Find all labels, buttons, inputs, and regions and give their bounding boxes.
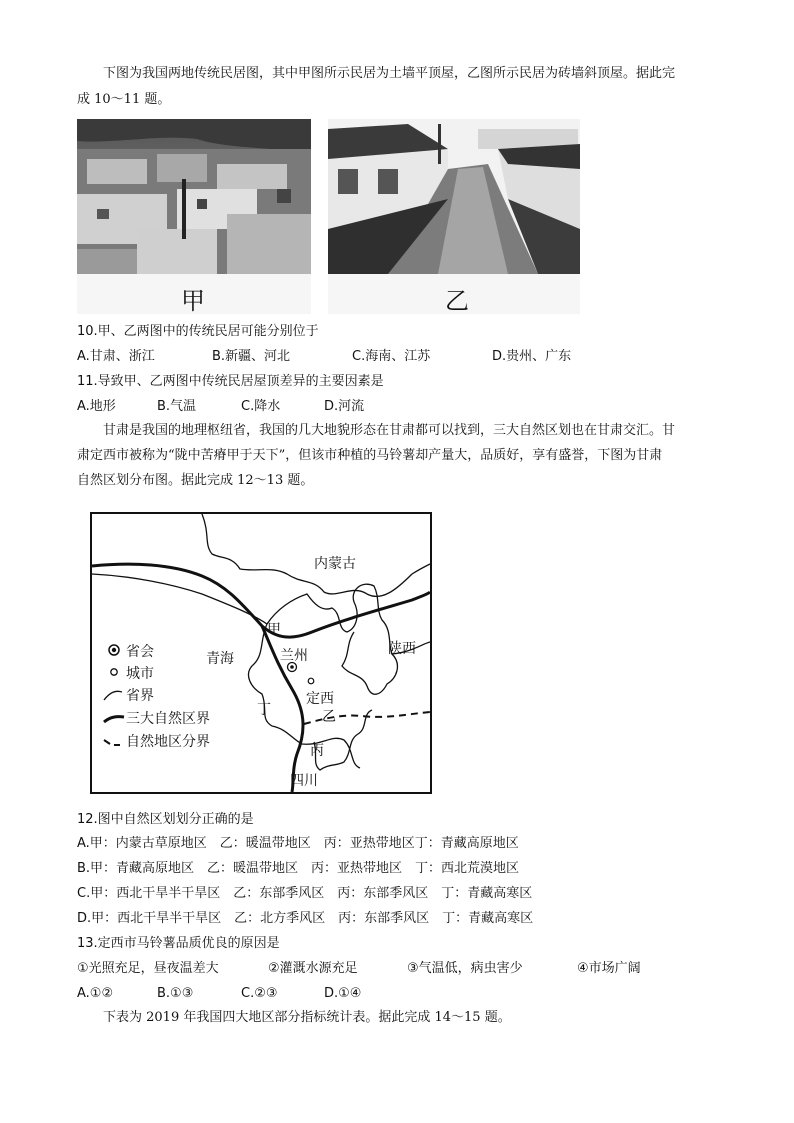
map-label-lanzhou: 兰州 <box>280 648 308 664</box>
q13-option-c: C.②③ <box>241 986 278 1001</box>
legend-province-border-symbol <box>104 691 122 700</box>
q12-option-a: A.甲：内蒙古草原地区 乙：暖温带地区 丙：亚热带地区丁：青藏高原地区 <box>77 836 519 851</box>
q13-statement-1: ①光照充足，昼夜温差大 <box>77 961 219 976</box>
map-label-dingxi: 定西 <box>306 691 334 707</box>
q10-option-a: A.甘肃、浙江 <box>77 349 155 364</box>
map-label-shaanxi: 陕西 <box>388 641 416 657</box>
map-label-sichuan: 四川 <box>290 773 318 789</box>
q11-option-a: A.地形 <box>77 399 116 414</box>
q10-option-b: B.新疆、河北 <box>212 349 291 364</box>
province-border-qinghai-north <box>92 574 267 624</box>
intro-paragraph-1-line-1: 下图为我国两地传统民居图，其中甲图所示民居为土墙平顶屋，乙图所示民居为砖墙斜顶屋。据此完 <box>103 66 676 81</box>
q10-option-d: D.贵州、广东 <box>492 349 572 364</box>
photo-jia <box>77 119 311 274</box>
photo-yi <box>328 119 580 274</box>
legend-natural-area-boundary-symbol <box>104 740 120 745</box>
map-label-jia: 甲 <box>267 622 281 638</box>
q11-option-d: D.河流 <box>324 399 365 414</box>
map-label-ding: 丁 <box>257 702 271 718</box>
dingxi-city-symbol <box>308 678 314 684</box>
q12-option-d: D.甲：西北干旱半干旱区 乙：北方季风区 丙：东部季风区 丁：青藏高寒区 <box>77 911 534 926</box>
intro-paragraph-1-line-2: 成 10～11 题。 <box>77 92 171 107</box>
q11-stem: 11.导致甲、乙两图中传统民居屋顶差异的主要因素是 <box>77 374 384 389</box>
q13-option-a: A.①② <box>77 986 114 1001</box>
legend-city: 城市 <box>126 666 154 682</box>
map-label-yi: 乙 <box>322 709 336 725</box>
q13-stem: 13.定西市马铃薯品质优良的原因是 <box>77 936 280 951</box>
map-label-neimenggu: 内蒙古 <box>314 556 356 572</box>
legend-city-symbol <box>111 669 117 675</box>
natural-region-boundary-main <box>92 564 430 637</box>
photo-jia-image <box>77 119 311 274</box>
photo-jia-label: 甲 <box>181 287 205 315</box>
intro-paragraph-2-line-3: 自然区划分布图。据此完成 12～13 题。 <box>77 473 314 488</box>
province-border-east <box>342 632 430 694</box>
intro-paragraph-3: 下表为 2019 年我国四大地区部分指标统计表。据此完成 14～15 题。 <box>103 1010 511 1025</box>
q11-option-c: C.降水 <box>241 399 281 414</box>
photo-yi-image <box>328 119 580 274</box>
intro-paragraph-2-line-2: 肃定西市被称为“陇中苦瘠甲于天下”，但该市种植的马铃薯却产量大，品质好，享有盛誉，下图为甘肃 <box>77 448 663 463</box>
q13-statement-4: ④市场广阔 <box>577 961 641 976</box>
q13-statement-2: ②灌溉水源充足 <box>268 961 358 976</box>
province-border-central <box>267 584 392 654</box>
map-label-bing: 丙 <box>310 743 324 759</box>
q12-option-c: C.甲：西北干旱半干旱区 乙：东部季风区 丙：东部季风区 丁：青藏高寒区 <box>77 886 533 901</box>
q12-stem: 12.图中自然区划划分正确的是 <box>77 812 254 827</box>
gansu-natural-region-map <box>90 512 432 794</box>
legend-capital: 省会 <box>126 644 154 660</box>
photo-yi-label: 乙 <box>445 287 469 315</box>
legend-natural-region-boundary: 三大自然区界 <box>126 711 210 727</box>
q10-stem: 10.甲、乙两图中的传统民居可能分别位于 <box>77 324 319 339</box>
q13-option-d: D.①④ <box>324 986 362 1001</box>
q13-statement-3: ③气温低，病虫害少 <box>407 961 523 976</box>
q13-option-b: B.①③ <box>157 986 194 1001</box>
map-label-qinghai: 青海 <box>206 651 234 667</box>
intro-paragraph-2-line-1: 甘肃是我国的地理枢纽省，我国的几大地貌形态在甘肃都可以找到，三大自然区划也在甘肃交汇。甘 <box>103 423 676 438</box>
q12-option-b: B.甲：青藏高原地区 乙：暖温带地区 丙：亚热带地区 丁：西北荒漠地区 <box>77 861 520 876</box>
legend-natural-area-boundary: 自然地区分界 <box>126 734 210 750</box>
legend-province-border: 省界 <box>126 688 154 704</box>
q11-option-b: B.气温 <box>157 399 197 414</box>
q10-option-c: C.海南、江苏 <box>352 349 431 364</box>
legend-natural-region-boundary-symbol <box>104 717 124 722</box>
